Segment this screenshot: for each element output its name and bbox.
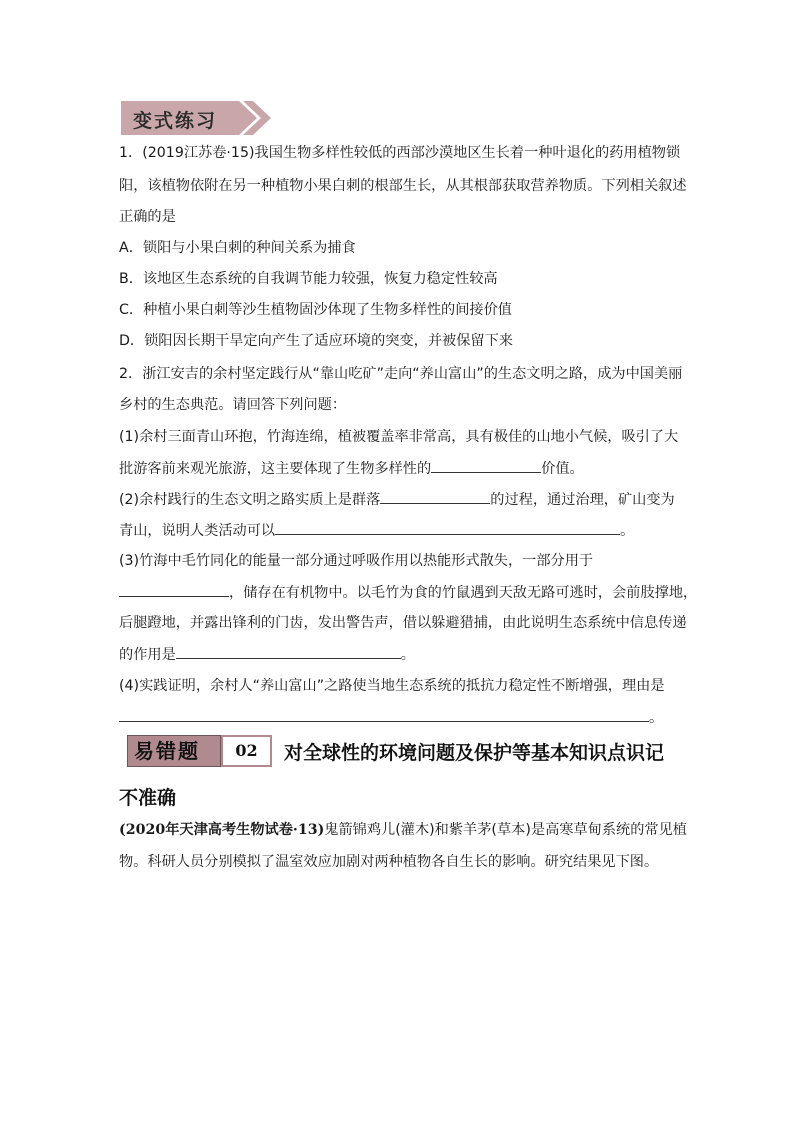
q2-part4-line-1: (4)实践证明，余村人“养山富山”之路使当地生态系统的抵抗力稳定性不断增强，理由是 — [119, 678, 665, 694]
q2-part4-end: 。 — [649, 710, 664, 726]
q2-intro-line-1: 2．浙江安吉的余村坚定践行从“靠山吃矿”走向“养山富山”的生态文明之路，成为中国美丽 — [119, 366, 683, 382]
answer-blank[interactable] — [176, 644, 401, 659]
q2-part3-text4: 的作用是 — [119, 647, 176, 663]
q2-part3-text: ，储存在有机物中。以毛竹为食的竹鼠遇到天敌无路可逃时，会前肢撑地， — [229, 585, 698, 601]
q2-part2-tail: 的过程，通过治理，矿山变为 — [490, 492, 675, 508]
q2-intro-line-2: 乡村的生态典范。请回答下列问题： — [119, 397, 347, 413]
section-title-cont: 不准确 — [119, 787, 177, 809]
q1-option-a: A．锁阳与小果白刺的种间关系为捕食 — [119, 240, 356, 256]
q1-line-3: 正确的是 — [119, 209, 176, 225]
answer-blank[interactable] — [431, 458, 541, 473]
q3-line-1 — [119, 820, 687, 840]
q2-part1-line-2 — [119, 458, 584, 479]
q2-part3-end: 。 — [400, 647, 415, 663]
q2-part1-line-1: (1)余村三面青山环抱，竹海连绵，植被覆盖率非常高，具有极佳的山地小气候，吸引了大 — [119, 429, 679, 445]
answer-blank[interactable] — [119, 707, 649, 722]
q2-part2-line-1 — [119, 489, 675, 510]
q2-part2-text2: 青山，说明人类活动可以 — [119, 523, 276, 539]
q2-part2-line-2 — [119, 520, 634, 541]
q2-part3-line-2 — [119, 582, 697, 603]
section-header — [127, 735, 272, 767]
q2-part3-line-4 — [119, 644, 415, 665]
section-title: 对全球性的环境问题及保护等基本知识点识记 — [284, 742, 665, 764]
answer-blank[interactable] — [380, 489, 490, 504]
section-number: 02 — [221, 735, 272, 767]
q3-text: 鬼箭锦鸡儿(灌木)和紫羊茅(草本)是高寒草甸系统的常见植 — [324, 822, 687, 838]
q1-line-2: 阳，该植物依附在另一种植物小果白刺的根部生长，从其根部获取营养物质。下列相关叙述 — [119, 178, 687, 194]
q1-option-d: D．锁阳因长期干旱定向产生了适应环境的突变，并被保留下来 — [119, 333, 513, 349]
q3-line-2: 物。科研人员分别模拟了温室效应加剧对两种植物各自生长的影响。研究结果见下图。 — [119, 854, 659, 870]
practice-banner — [121, 101, 271, 135]
answer-blank[interactable] — [119, 582, 229, 597]
q1-option-b: B．该地区生态系统的自我调节能力较强，恢复力稳定性较高 — [119, 271, 498, 287]
banner-label: 变式练习 — [133, 110, 218, 132]
q2-part1-text: 批游客前来观光旅游，这主要体现了生物多样性的 — [119, 461, 432, 477]
answer-blank[interactable] — [275, 520, 620, 535]
q2-part3-line-1: (3)竹海中毛竹同化的能量一部分通过呼吸作用以热能形式散失，一部分用于 — [119, 553, 594, 569]
q2-part1-tail: 价值。 — [541, 461, 584, 477]
q1-line-1: 1．(2019江苏卷·15)我国生物多样性较低的西部沙漠地区生长着一种叶退化的药用植物锁 — [119, 145, 681, 161]
q2-part4-line-2 — [119, 707, 663, 728]
q1-option-c: C．种植小果白刺等沙生植物固沙体现了生物多样性的间接价值 — [119, 302, 512, 318]
q2-part2-end: 。 — [620, 523, 635, 539]
section-label: 易错题 — [127, 735, 221, 767]
q2-part3-line-3: 后腿蹬地，并露出锋利的门齿，发出警告声，借以躲避猎捕，由此说明生态系统中信息传递 — [119, 615, 687, 631]
q3-source: (2020年天津高考生物试卷·13) — [119, 822, 325, 838]
q2-part2-text: (2)余村践行的生态文明之路实质上是群落 — [119, 492, 381, 508]
